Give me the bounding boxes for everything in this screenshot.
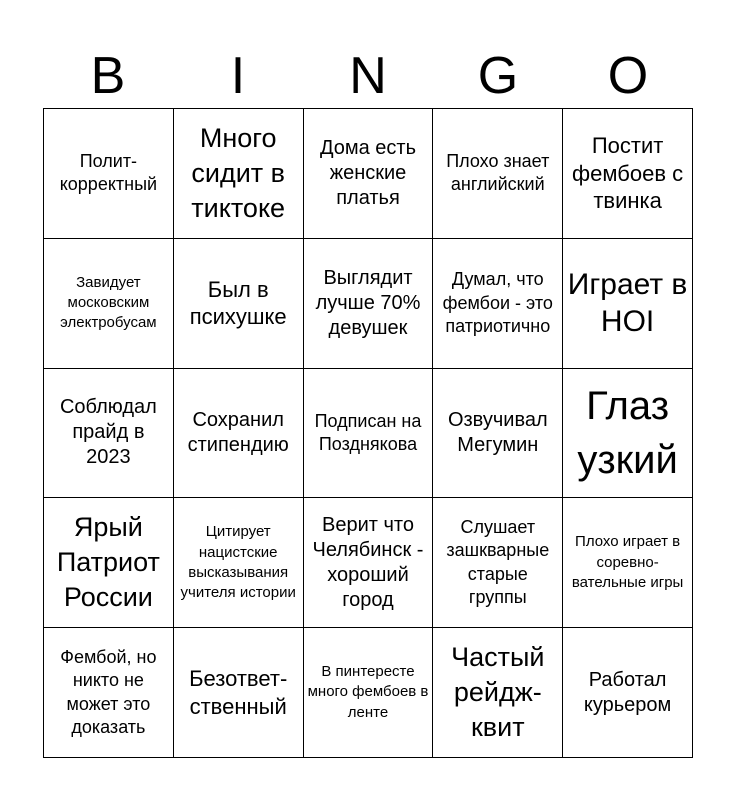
bingo-grid [43, 108, 693, 758]
bingo-cell-r3-c2[interactable]: Сохранил стипендию [174, 369, 304, 499]
header-letter-i: I [230, 47, 246, 105]
bingo-cell-r4-c1[interactable]: Ярый Патриот России [44, 498, 174, 628]
bingo-cell-r3-c4[interactable]: Озвучивал Мегумин [433, 369, 563, 499]
bingo-cell-r4-c5[interactable]: Плохо играет в соревно- вательные игры [563, 498, 693, 628]
bingo-cell-r5-c5[interactable]: Работал курьером [563, 628, 693, 758]
bingo-cell-r2-c2[interactable]: Был в психушке [174, 239, 304, 369]
bingo-cell-r5-c1[interactable]: Фембой, но никто не может это доказать [44, 628, 174, 758]
bingo-cell-r1-c4[interactable]: Плохо знает английский [433, 109, 563, 239]
bingo-cell-r1-c5[interactable]: Постит фембоев с твинка [563, 109, 693, 239]
bingo-cell-r2-c3[interactable]: Выглядит лучше 70% девушек [304, 239, 434, 369]
bingo-cell-r5-c3[interactable]: В пинтересте много фембоев в ленте [304, 628, 434, 758]
bingo-cell-r3-c1[interactable]: Соблюдал прайд в 2023 [44, 369, 174, 499]
header-letter-g: G [477, 47, 519, 105]
bingo-cell-r1-c1[interactable]: Полит- корректный [44, 109, 174, 239]
bingo-cell-r5-c4[interactable]: Частый рейдж- квит [433, 628, 563, 758]
bingo-cell-r1-c2[interactable]: Много сидит в тиктоке [174, 109, 304, 239]
bingo-cell-r2-c1[interactable]: Завидует московским электробусам [44, 239, 174, 369]
header-letter-b: B [90, 47, 126, 105]
header-letter-n: N [349, 47, 387, 105]
bingo-cell-r2-c5[interactable]: Играет в HOI [563, 239, 693, 369]
bingo-cell-r3-c3[interactable]: Подписан на Позднякова [304, 369, 434, 499]
bingo-cell-r1-c3[interactable]: Дома есть женские платья [304, 109, 434, 239]
bingo-header [43, 44, 693, 108]
bingo-cell-r3-c5[interactable]: Глаз узкий [563, 369, 693, 499]
header-letter-o: O [607, 47, 649, 105]
bingo-cell-r5-c2[interactable]: Безответ- ственный [174, 628, 304, 758]
bingo-cell-r4-c4[interactable]: Слушает зашкварные старые группы [433, 498, 563, 628]
bingo-cell-r4-c3[interactable]: Верит что Челябинск - хороший город [304, 498, 434, 628]
bingo-cell-r2-c4[interactable]: Думал, что фембои - это патриотично [433, 239, 563, 369]
bingo-cell-r4-c2[interactable]: Цитирует нацистские высказывания учителя истории [174, 498, 304, 628]
